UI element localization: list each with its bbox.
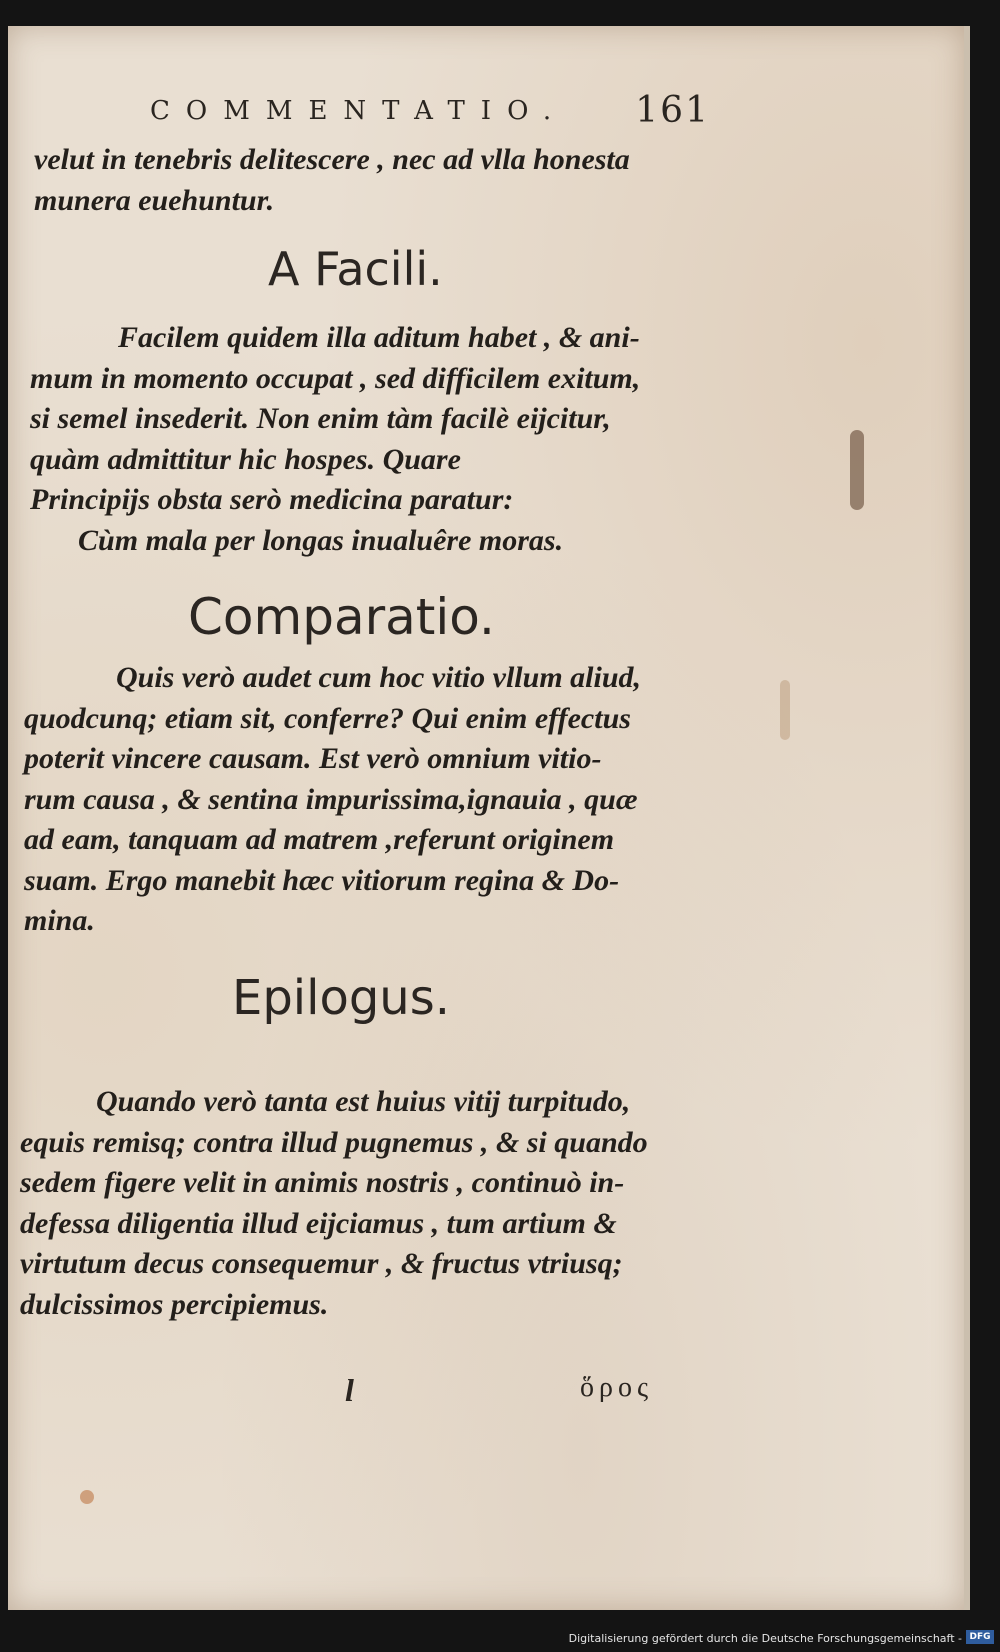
foxing-spot bbox=[80, 1490, 94, 1504]
text-line: munera euehuntur. bbox=[34, 183, 275, 217]
text-line: rum causa , & sentina impurissima,ignauia , quæ bbox=[24, 782, 638, 816]
running-title: COMMENTATIO. bbox=[150, 96, 568, 126]
text-line: Quando verò tanta est huius vitij turpitudo, bbox=[96, 1085, 631, 1118]
catchword: ὅρος bbox=[580, 1372, 654, 1403]
ink-stain bbox=[850, 430, 864, 510]
page-edge bbox=[964, 26, 970, 1610]
text-line: velut in tenebris delitescere , nec ad vlla honesta bbox=[34, 143, 630, 176]
section-heading-a-facili: A Facili. bbox=[268, 242, 443, 296]
text-line: quodcunq; etiam sit, conferre? Qui enim effectus bbox=[24, 701, 631, 735]
footer-credit: Digitalisierung gefördert durch die Deutsche Forschungsgemeinschaft - bbox=[568, 1632, 962, 1645]
text-line: equis remisq; contra illud pugnemus , & si quando bbox=[20, 1125, 648, 1159]
text-line: suam. Ergo manebit hæc vitiorum regina & Do- bbox=[24, 863, 620, 897]
text-line: poterit vincere causam. Est verò omnium vitio- bbox=[24, 742, 602, 775]
text-line: quàm admittitur hic hospes. Quare bbox=[30, 442, 461, 476]
section-heading-comparatio: Comparatio. bbox=[188, 588, 495, 646]
text-line: sedem figere velit in animis nostris , continuò in- bbox=[20, 1166, 625, 1199]
text-line: si semel insederit. Non enim tàm facilè eijcitur, bbox=[30, 402, 611, 435]
text-line: dulcissimos percipiemus. bbox=[20, 1287, 329, 1321]
verse-line: Cùm mala per longas inualuêre moras. bbox=[78, 523, 564, 557]
dfg-logo: DFG bbox=[966, 1630, 994, 1644]
paragraph-a-facili bbox=[30, 318, 720, 561]
paragraph-comparatio bbox=[24, 658, 714, 942]
text-line: Facilem quidem illa aditum habet , & ani- bbox=[118, 321, 640, 354]
section-heading-epilogus: Epilogus. bbox=[232, 970, 450, 1026]
signature-mark: l bbox=[345, 1372, 354, 1408]
text-line: mina. bbox=[24, 904, 95, 937]
verse-line: Principijs obsta serò medicina paratur: bbox=[30, 483, 514, 516]
intro-paragraph bbox=[34, 140, 724, 221]
foxing-spot bbox=[780, 680, 790, 740]
running-head bbox=[150, 90, 710, 136]
text-line: Quis verò audet cum hoc vitio vllum aliud, bbox=[116, 661, 642, 694]
page-number: 161 bbox=[635, 90, 710, 131]
text-line: mum in momento occupat , sed difficilem exitum, bbox=[30, 361, 641, 395]
footer-bar bbox=[0, 1624, 1000, 1652]
paragraph-epilogus bbox=[20, 1082, 710, 1325]
text-line: ad eam, tanquam ad matrem ,referunt originem bbox=[24, 823, 615, 856]
text-line: virtutum decus consequemur , & fructus vtriusq; bbox=[20, 1247, 623, 1280]
text-line: defessa diligentia illud eijciamus , tum artium & bbox=[20, 1206, 617, 1240]
